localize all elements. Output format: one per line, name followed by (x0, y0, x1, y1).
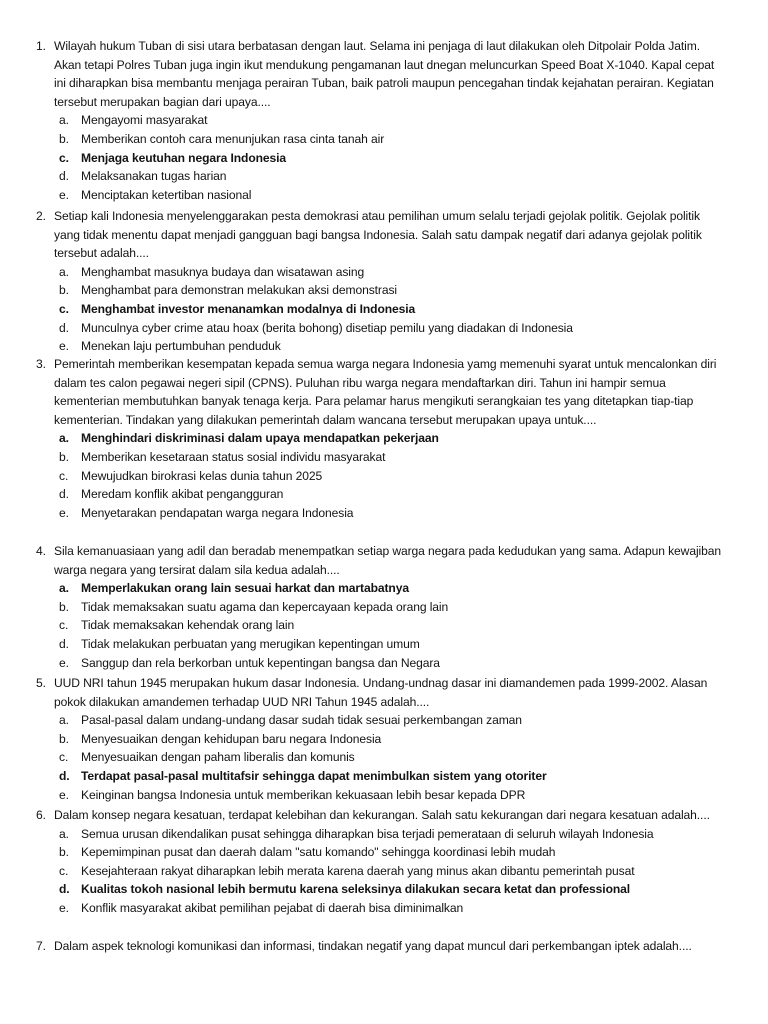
answer-option (0, 654, 726, 673)
answer-option (0, 448, 726, 467)
option-letter: c. (59, 468, 69, 483)
option-letter: b. (59, 283, 69, 298)
option-letter: e. (59, 787, 69, 802)
answer-option (0, 263, 726, 282)
option-letter: b. (59, 731, 69, 746)
option-letter: e. (59, 187, 69, 202)
question-7 (0, 937, 726, 956)
answer-option (0, 149, 726, 168)
question-text: Setiap kali Indonesia menyelenggarakan pesta demokrasi atau pemilihan umum selalu terjadi gejolak politik. Gejolak politik yang tidak menentu dapat menjadi gangguan bagi bangsa Indonesia. Salah satu dampak negatif dari adanya gejolak politik tersebut adalah.... (54, 209, 702, 261)
question-text: Dalam konsep negara kesatuan, terdapat kelebihan dan kekurangan. Salah satu kekurangan dari negara kesatuan adalah.... (54, 808, 710, 822)
question-4 (0, 542, 726, 672)
option-text: Meredam konflik akibat pengangguran (81, 487, 284, 502)
answer-option (0, 730, 726, 749)
answer-option (0, 616, 726, 635)
option-text: Melaksanakan tugas harian (81, 169, 227, 184)
question-text: Sila kemanuasiaan yang adil dan beradab menempatkan setiap warga negara pada kedudukan yang sama. Adapun kewajiban warga negara yang tersirat dalam sila kedua adalah.... (54, 544, 721, 577)
option-text: Menjaga keutuhan negara Indonesia (81, 150, 287, 165)
option-letter: b. (59, 449, 69, 464)
answer-option (0, 337, 726, 356)
option-letter: a. (59, 581, 69, 596)
option-text: Menghambat para demonstran melakukan aksi demonstrasi (81, 283, 398, 298)
answer-option (0, 862, 726, 881)
option-letter: c. (59, 301, 69, 316)
answer-option (0, 767, 726, 786)
answer-option (0, 111, 726, 130)
answer-option (0, 319, 726, 338)
option-letter: e. (59, 655, 69, 670)
option-text: Semua urusan dikendalikan pusat sehingga diharapkan bisa terjadi pemerataan di seluruh wilayah Indonesia (81, 826, 654, 841)
question-6 (0, 806, 726, 918)
option-text: Menghambat investor menanamkan modalnya di Indonesia (81, 301, 416, 316)
option-text: Menyesuaikan dengan kehidupan baru negara Indonesia (81, 731, 382, 746)
question-5 (0, 674, 726, 804)
option-text: Mengayomi masyarakat (81, 113, 208, 128)
option-letter: d. (59, 487, 69, 502)
option-text: Memberikan kesetaraan status sosial individu masyarakat (81, 449, 386, 464)
question-text: Pemerintah memberikan kesempatan kepada semua warga negara Indonesia yamg memenuhi syarat untuk mencalonkan diri dalam tes calon pegawai negeri sipil (CPNS). Puluhan ribu warga negara mendaftarkan diri. Tahun ini hampir semua kementerian membutuhkan banyak tenaga kerja. Para pelamar harus mengikuti serangkaian tes yang ditetapkan tiap-tiap kementerian. Tindakan yang dilakukan pemerintah dalam wancana tersebut merupakan upaya untuk.... (54, 357, 717, 427)
answer-option (0, 598, 726, 617)
option-text: Kepemimpinan pusat dan daerah dalam "satu komando" sehingga koordinasi lebih mudah (81, 845, 556, 860)
answer-option (0, 786, 726, 805)
answer-option (0, 281, 726, 300)
option-text: Menciptakan ketertiban nasional (81, 187, 252, 202)
option-letter: d. (59, 320, 69, 335)
option-letter: b. (59, 599, 69, 614)
option-text: Pasal-pasal dalam undang-undang dasar sudah tidak sesuai perkembangan zaman (81, 713, 522, 728)
option-text: Konflik masyarakat akibat pemilihan pejabat di daerah bisa diminimalkan (81, 900, 464, 915)
option-letter: b. (59, 845, 69, 860)
option-text: Menyesuaikan dengan paham liberalis dan komunis (81, 750, 355, 765)
option-letter: b. (59, 131, 69, 146)
option-text: Memperlakukan orang lain sesuai harkat dan martabatnya (81, 581, 409, 596)
question-number: 2. (36, 209, 46, 223)
option-letter: a. (59, 713, 69, 728)
option-letter: a. (59, 431, 69, 446)
answer-option (0, 711, 726, 730)
answer-option (0, 429, 726, 448)
answer-option (0, 635, 726, 654)
answer-option (0, 167, 726, 186)
option-text: Menekan laju pertumbuhan penduduk (81, 339, 281, 354)
answer-option (0, 130, 726, 149)
option-text: Mewujudkan birokrasi kelas dunia tahun 2025 (81, 468, 323, 483)
option-letter: d. (59, 169, 69, 184)
option-text: Menyetarakan pendapatan warga negara Indonesia (81, 505, 354, 520)
answer-option (0, 504, 726, 523)
answer-option (0, 899, 726, 918)
option-text: Sanggup dan rela berkorban untuk kepentingan bangsa dan Negara (81, 655, 440, 670)
question-number: 3. (36, 357, 46, 371)
option-letter: d. (59, 768, 70, 783)
question-number: 5. (36, 676, 46, 690)
option-text: Tidak memaksakan kehendak orang lain (81, 618, 295, 633)
option-text: Tidak melakukan perbuatan yang merugikan kepentingan umum (81, 636, 420, 651)
option-letter: d. (59, 636, 69, 651)
option-text: Memberikan contoh cara menunjukan rasa cinta tanah air (81, 131, 385, 146)
option-text: Munculnya cyber crime atau hoax (berita bohong) disetiap pemilu yang diadakan di Indonesia (81, 320, 573, 335)
answer-option (0, 467, 726, 486)
option-letter: c. (59, 618, 69, 633)
answer-option (0, 825, 726, 844)
answer-option (0, 579, 726, 598)
option-text: Keinginan bangsa Indonesia untuk memberikan kekuasaan lebih besar kepada DPR (81, 787, 526, 802)
question-number: 4. (36, 544, 46, 558)
question-number: 1. (36, 39, 46, 53)
question-text: Dalam aspek teknologi komunikasi dan informasi, tindakan negatif yang dapat muncul dari perkembangan iptek adalah.... (54, 939, 692, 953)
answer-option (0, 485, 726, 504)
option-letter: a. (59, 826, 69, 841)
question-text: UUD NRI tahun 1945 merupakan hukum dasar Indonesia. Undang-undnag dasar ini diamandemen pada 1999-2002. Alasan pokok dilakukan amandemen terhadap UUD NRI Tahun 1945 adalah.... (54, 676, 708, 709)
option-letter: c. (59, 150, 69, 165)
answer-option (0, 748, 726, 767)
question-3 (0, 355, 726, 522)
answer-option (0, 843, 726, 862)
option-letter: e. (59, 339, 69, 354)
option-letter: e. (59, 505, 69, 520)
question-1 (0, 37, 726, 204)
option-text: Terdapat pasal-pasal multitafsir sehingga dapat menimbulkan sistem yang otoriter (81, 768, 547, 783)
question-text: Wilayah hukum Tuban di sisi utara berbatasan dengan laut. Selama ini penjaga di laut dilakukan oleh Ditpolair Polda Jatim. Akan tetapi Polres Tuban juga ingin ikut mendukung pengamanan laut dnegan meluncurkan Speed Boat X-1040. Kapal cepat ini diharapkan bisa membantu menjaga perairan Tuban, baik patroli maupun pencegahan tindak kejahatan perairan. Kegiatan tersebut merupakan bagian dari upaya.... (54, 39, 715, 109)
answer-option (0, 186, 726, 205)
option-letter: c. (59, 863, 69, 878)
option-letter: e. (59, 900, 69, 915)
question-2 (0, 207, 726, 356)
option-letter: d. (59, 882, 70, 897)
question-number: 6. (36, 808, 46, 822)
option-text: Tidak memaksakan suatu agama dan kepercayaan kepada orang lain (81, 599, 449, 614)
option-letter: a. (59, 264, 69, 279)
question-number: 7. (36, 939, 46, 953)
answer-option (0, 300, 726, 319)
option-text: Menghambat masuknya budaya dan wisatawan asing (81, 264, 365, 279)
option-letter: c. (59, 750, 69, 765)
option-text: Menghindari diskriminasi dalam upaya mendapatkan pekerjaan (81, 431, 439, 446)
option-text: Kesejahteraan rakyat diharapkan lebih merata karena daerah yang minus akan dibantu pemerintah pusat (81, 863, 635, 878)
option-text: Kualitas tokoh nasional lebih bermutu karena seleksinya dilakukan secara ketat dan professional (81, 882, 631, 897)
answer-option (0, 880, 726, 899)
option-letter: a. (59, 113, 69, 128)
